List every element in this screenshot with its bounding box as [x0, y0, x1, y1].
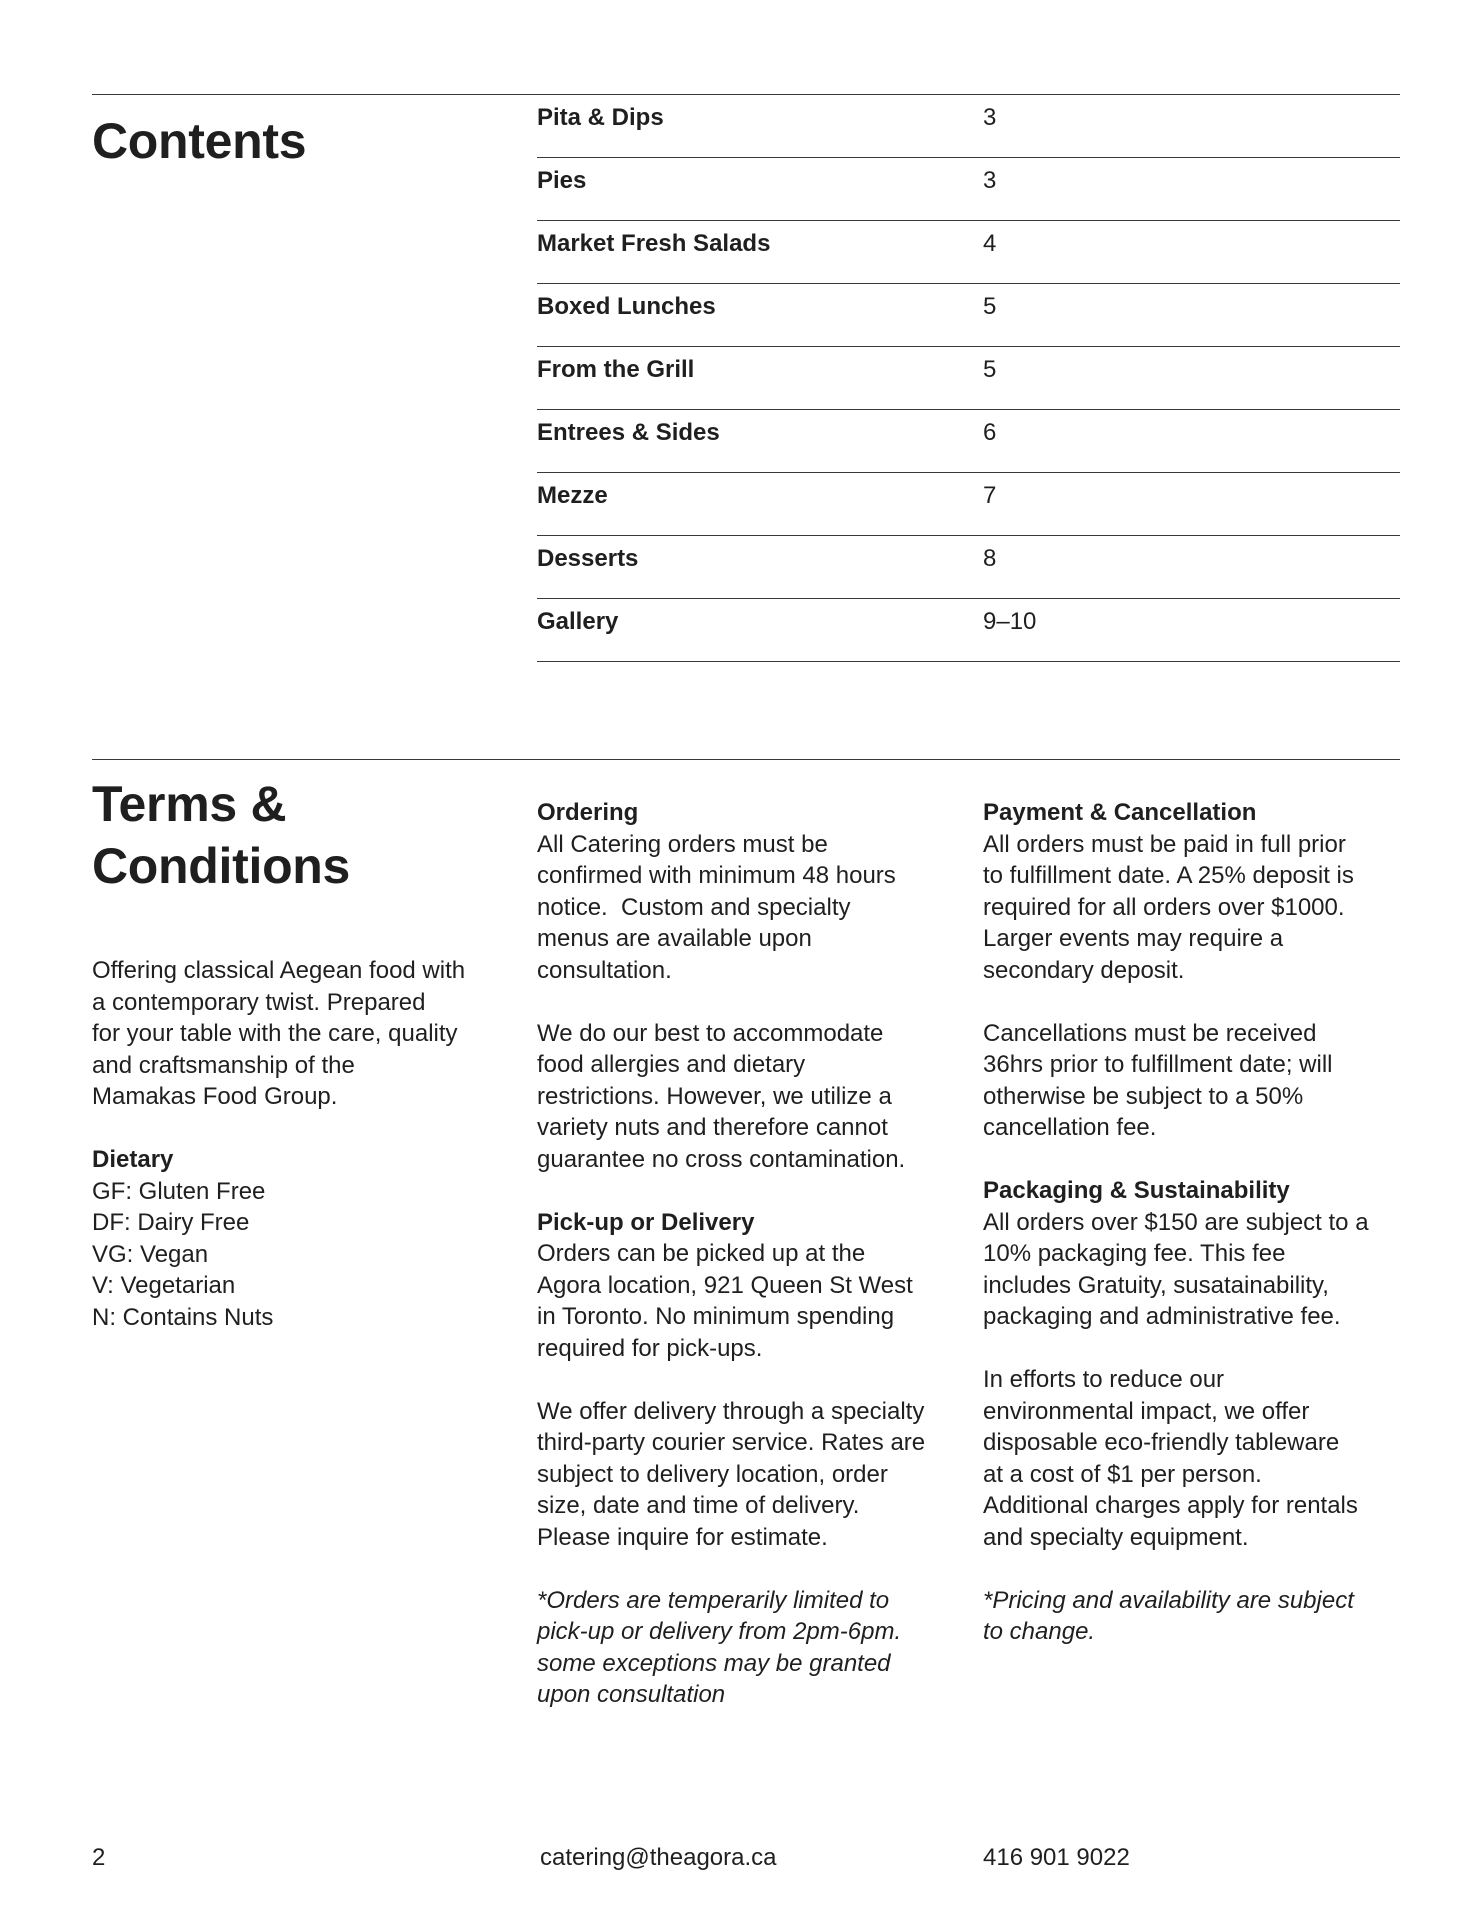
toc-row[interactable] [537, 410, 1400, 473]
ordering-paragraph-1 [537, 829, 967, 987]
dietary-item: N: Contains Nuts [92, 1303, 274, 1331]
text-line: and specialty equipment. [983, 1523, 1249, 1551]
text-line: Offering classical Aegean food with [92, 957, 466, 984]
toc-section: From the Grill [537, 356, 695, 383]
ordering-heading: Ordering [537, 799, 639, 826]
intro-column [92, 955, 522, 1333]
toc-page: 5 [983, 356, 997, 383]
toc-page: 3 [983, 167, 997, 194]
text-line: packaging and administrative fee. [983, 1303, 1341, 1330]
dietary-list [92, 1176, 522, 1334]
toc-section: Pies [537, 167, 587, 194]
text-line: menus are available upon [537, 925, 812, 952]
packaging-paragraph-1 [983, 1207, 1413, 1333]
toc-page: 4 [983, 230, 997, 257]
text-line: secondary deposit. [983, 956, 1185, 984]
text-line: and craftsmanship of the [92, 1051, 355, 1079]
dietary-heading: Dietary [92, 1146, 174, 1173]
toc-row[interactable] [537, 536, 1400, 599]
text-line: Larger events may require a [983, 925, 1284, 952]
toc-row[interactable] [537, 599, 1400, 662]
text-line: environmental impact, we offer [983, 1397, 1310, 1425]
toc-row[interactable] [537, 347, 1400, 410]
pickup-note [537, 1585, 967, 1711]
text-line: third-party courier service. Rates are [537, 1429, 926, 1456]
toc-section: Desserts [537, 545, 639, 572]
toc-row[interactable] [537, 221, 1400, 284]
toc-page: 3 [983, 104, 997, 131]
text-line: required for pick-ups. [537, 1334, 763, 1362]
text-line: size, date and time of delivery. [537, 1492, 860, 1519]
toc-row[interactable] [537, 158, 1400, 221]
text-line: All orders over $150 are subject to a [983, 1208, 1369, 1236]
text-line: otherwise be subject to a 50% [983, 1082, 1304, 1110]
page-number: 2 [92, 1844, 106, 1871]
text-line: 10% packaging fee. This fee [983, 1240, 1286, 1267]
text-line: Please inquire for estimate. [537, 1523, 828, 1551]
terms-heading-line2: Conditions [92, 838, 351, 894]
pickup-paragraph-1 [537, 1238, 967, 1364]
text-line: some exceptions may be granted [537, 1649, 891, 1677]
ordering-column [537, 797, 967, 1711]
text-line: in Toronto. No minimum spending [537, 1303, 895, 1330]
text-line: Additional charges apply for rentals [983, 1492, 1358, 1519]
footer-email[interactable]: catering@theagora.ca [540, 1844, 777, 1871]
text-line: Mamakas Food Group. [92, 1083, 338, 1110]
intro-text [92, 955, 522, 1113]
dietary-item: GF: Gluten Free [92, 1177, 266, 1205]
text-line: restrictions. However, we utilize a [537, 1082, 892, 1110]
text-line: at a cost of $1 per person. [983, 1460, 1262, 1488]
contents-heading: Contents [92, 113, 307, 169]
text-line: upon consultation [537, 1681, 726, 1708]
toc-section: Gallery [537, 608, 619, 635]
payment-column [983, 797, 1413, 1648]
text-line: 36hrs prior to fulfillment date; will [983, 1051, 1333, 1078]
text-line: pick-up or delivery from 2pm-6pm. [537, 1618, 902, 1645]
dietary-item: VG: Vegan [92, 1240, 209, 1268]
terms-heading-line1: Terms & [92, 776, 287, 832]
toc-section: Market Fresh Salads [537, 230, 771, 257]
toc-section: Boxed Lunches [537, 293, 716, 320]
text-line: Cancellations must be received [983, 1019, 1317, 1047]
text-line: a contemporary twist. Prepared [92, 988, 426, 1016]
text-line: for your table with the care, quality [92, 1020, 458, 1047]
toc-row[interactable] [537, 473, 1400, 536]
payment-paragraph-2 [983, 1018, 1413, 1144]
footer-phone[interactable]: 416 901 9022 [983, 1844, 1130, 1871]
terms-top-rule [92, 759, 1400, 760]
text-line: All Catering orders must be [537, 830, 828, 858]
toc-page: 8 [983, 545, 997, 572]
text-line: to change. [983, 1618, 1096, 1645]
pricing-note [983, 1585, 1413, 1648]
text-line: disposable eco-friendly tableware [983, 1429, 1340, 1456]
text-line: confirmed with minimum 48 hours [537, 862, 896, 889]
text-line: notice. Custom and specialty [537, 893, 851, 921]
toc-section: Pita & Dips [537, 104, 664, 131]
text-line: guarantee no cross contamination. [537, 1145, 906, 1173]
text-line: All orders must be paid in full prior [983, 830, 1346, 858]
text-line: includes Gratuity, susatainability, [983, 1271, 1329, 1299]
text-line: Agora location, 921 Queen St West [537, 1271, 913, 1299]
ordering-paragraph-2 [537, 1018, 967, 1176]
text-line: *Orders are temperarily limited to [537, 1586, 890, 1614]
toc-page: 5 [983, 293, 997, 320]
pickup-heading: Pick-up or Delivery [537, 1208, 755, 1236]
text-line: subject to delivery location, order [537, 1460, 888, 1488]
toc-page: 7 [983, 482, 997, 509]
payment-paragraph-1 [983, 829, 1413, 987]
payment-heading: Payment & Cancellation [983, 799, 1257, 826]
text-line: We do our best to accommodate [537, 1019, 884, 1047]
toc-page: 6 [983, 419, 997, 446]
text-line: required for all orders over $1000. [983, 893, 1345, 921]
pickup-paragraph-2 [537, 1396, 967, 1554]
text-line: food allergies and dietary [537, 1051, 806, 1078]
toc-section: Entrees & Sides [537, 419, 720, 446]
text-line: We offer delivery through a specialty [537, 1397, 925, 1425]
toc-page: 9–10 [983, 608, 1037, 635]
text-line: cancellation fee. [983, 1114, 1157, 1141]
packaging-heading: Packaging & Sustainability [983, 1177, 1290, 1204]
dietary-item: V: Vegetarian [92, 1272, 236, 1299]
text-line: variety nuts and therefore cannot [537, 1114, 888, 1141]
dietary-item: DF: Dairy Free [92, 1209, 250, 1236]
text-line: In efforts to reduce our [983, 1366, 1225, 1393]
toc-row[interactable] [537, 95, 1400, 158]
packaging-paragraph-2 [983, 1364, 1413, 1553]
text-line: Orders can be picked up at the [537, 1240, 866, 1267]
toc-row[interactable] [537, 284, 1400, 347]
text-line: consultation. [537, 956, 672, 984]
terms-heading [92, 773, 350, 897]
table-of-contents [537, 95, 1400, 662]
text-line: *Pricing and availability are subject [983, 1586, 1354, 1614]
text-line: to fulfillment date. A 25% deposit is [983, 862, 1354, 889]
toc-section: Mezze [537, 482, 608, 509]
